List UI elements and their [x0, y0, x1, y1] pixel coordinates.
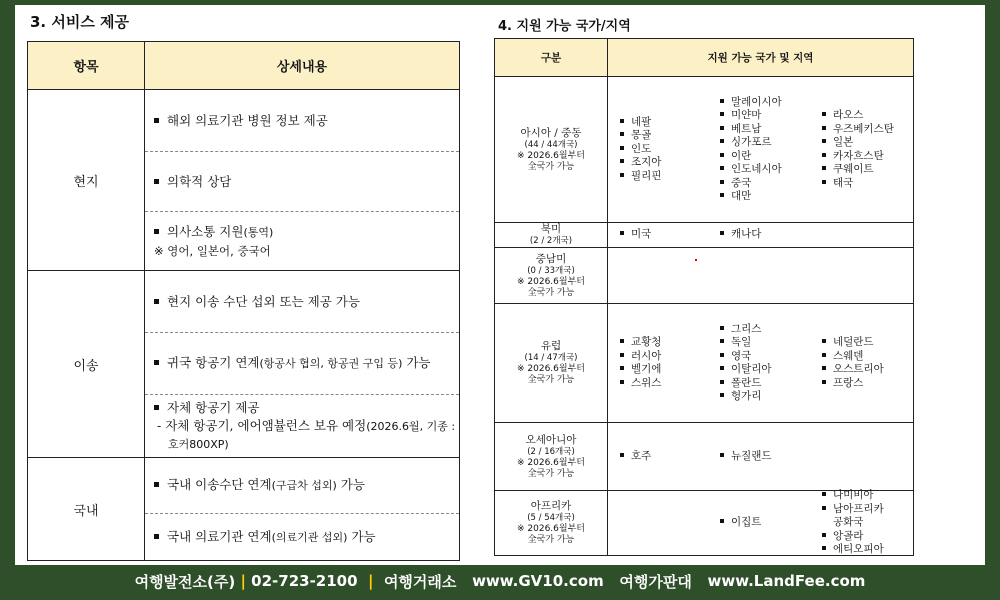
country-item: [720, 177, 782, 191]
country-item: [720, 96, 782, 110]
country-name: 영국: [731, 349, 752, 362]
region-count: (44 / 44개국): [524, 139, 578, 150]
service-tail: 가능: [402, 355, 431, 370]
service-row: [145, 271, 459, 332]
footer-label-exchange: 여행거래소: [383, 572, 457, 591]
country-item: [822, 109, 894, 123]
footer-company: 여행발전소(주): [134, 572, 236, 591]
service-row: [145, 211, 459, 270]
bullet-icon: [822, 353, 826, 357]
country-item: [620, 228, 651, 242]
country-item: [822, 350, 884, 364]
country-name: 오스트리아: [833, 363, 884, 375]
country-item: [822, 530, 884, 544]
footer-link-landfee[interactable]: www.LandFee.com: [707, 572, 866, 590]
service-paren: (항공사 협의, 항공권 구입 등): [259, 357, 403, 370]
country-name: 스위스: [631, 376, 662, 389]
region-name: 유럽: [540, 340, 562, 352]
country-item: [822, 163, 894, 177]
country-name: 대만: [731, 190, 752, 202]
bullet-icon: [822, 180, 826, 184]
bullet-icon: [154, 534, 159, 539]
bullet-icon: [620, 146, 624, 150]
country-name: 호주: [631, 449, 652, 462]
region-note: 全국가 가능: [527, 535, 575, 545]
bullet-icon: [720, 193, 724, 197]
bullet-icon: [822, 366, 826, 370]
bullet-icon: [822, 166, 826, 170]
bullet-icon: [720, 180, 724, 184]
bullet-icon: [154, 179, 159, 184]
bullet-icon: [822, 506, 826, 510]
country-item: [822, 516, 884, 530]
country-column: [822, 489, 884, 557]
country-item: [620, 363, 661, 377]
section-title-services: 3. 서비스 제공: [30, 13, 130, 31]
country-item: [720, 323, 772, 337]
footer-divider: |: [235, 572, 252, 590]
bullet-icon: [154, 229, 159, 234]
region-note: 全국가 가능: [527, 161, 575, 172]
service-row: [145, 513, 459, 560]
footer-link-gv10[interactable]: www.GV10.com: [472, 572, 604, 590]
country-item: [822, 136, 894, 150]
country-column: [720, 228, 761, 242]
region-cell: [495, 223, 608, 247]
country-item: [620, 143, 661, 157]
country-name: 폴란드: [731, 376, 762, 389]
bullet-icon: [620, 353, 624, 357]
bullet-icon: [720, 166, 724, 170]
country-item: [822, 336, 884, 350]
country-column: [720, 450, 772, 464]
header-countries: 지원 가능 국가 및 지역: [707, 52, 814, 64]
countries-table-header: [495, 39, 913, 77]
bullet-icon: [720, 353, 724, 357]
country-name: 남아프리카: [833, 502, 884, 515]
region-count: (2 / 2개국): [529, 236, 573, 246]
services-table: [27, 41, 460, 561]
bullet-icon: [620, 231, 624, 235]
bullet-icon: [822, 153, 826, 157]
country-item: [822, 150, 894, 164]
category-domestic: 국내: [28, 458, 145, 560]
bullet-icon: [720, 231, 724, 235]
region-note: 全국가 가능: [527, 375, 575, 385]
region-cell: [495, 248, 608, 303]
service-note: ※ 영어, 일본어, 중국어: [154, 243, 271, 258]
bullet-icon: [720, 380, 724, 384]
country-column: [620, 336, 661, 390]
region-note: ※ 2026.6월부터: [517, 524, 585, 534]
bullet-icon: [822, 112, 826, 116]
country-item: [620, 129, 661, 143]
service-row: [145, 332, 459, 394]
country-item: [720, 123, 782, 137]
bullet-icon: [620, 173, 624, 177]
country-item: [720, 516, 761, 530]
country-item: [720, 363, 772, 377]
country-item: [720, 336, 772, 350]
service-subline: - 자체 항공기, 에어앰뷸런스 보유 예정: [157, 417, 367, 433]
country-name: 미국: [631, 228, 652, 241]
country-column: [822, 109, 894, 190]
bullet-icon: [154, 482, 159, 487]
region-note: ※ 2026.6월부터: [517, 364, 585, 374]
bullet-icon: [154, 360, 159, 365]
region-name: 북미: [540, 223, 562, 235]
country-item: [720, 163, 782, 177]
country-name: 말레이시아: [731, 95, 782, 108]
service-text: 자체 항공기 제공: [167, 399, 260, 415]
country-name: 필리핀: [631, 169, 662, 182]
bullet-icon: [822, 380, 826, 384]
region-count: (14 / 47개국): [524, 353, 578, 363]
bullet-icon: [720, 139, 724, 143]
country-column: [822, 336, 884, 390]
country-name: 캐나다: [731, 228, 762, 241]
region-count: (2 / 16개국): [527, 446, 575, 457]
service-text: 귀국 항공기 연계: [167, 355, 260, 370]
country-name: 스웨덴: [833, 349, 864, 362]
country-item: [620, 336, 661, 350]
country-name: 태국: [833, 176, 854, 189]
countries-table: [494, 38, 914, 556]
country-name: 프랑스: [833, 376, 864, 389]
bullet-icon: [720, 519, 724, 523]
country-item: [720, 109, 782, 123]
region-cell: [495, 423, 608, 490]
bullet-icon: [720, 393, 724, 397]
country-column: [720, 96, 782, 204]
service-subline-2: 호커800XP): [168, 437, 229, 451]
country-name: 벨기에: [631, 363, 662, 375]
country-name: 교황청: [631, 336, 662, 348]
country-item: [822, 177, 894, 191]
country-name: 인도: [631, 142, 652, 155]
service-text: 의학적 상담: [167, 173, 232, 189]
country-item: [620, 350, 661, 364]
bullet-icon: [620, 132, 624, 136]
services-table-header: [28, 42, 459, 90]
section-title-countries: 4. 지원 가능 국가/지역: [498, 19, 631, 34]
bullet-icon: [620, 366, 624, 370]
bullet-icon: [720, 453, 724, 457]
country-item: [620, 450, 651, 464]
bullet-icon: [822, 126, 826, 130]
country-name: 라오스: [833, 109, 864, 121]
country-item: [822, 489, 884, 503]
country-name: 네덜란드: [833, 336, 874, 348]
country-name: 중국: [731, 176, 752, 189]
bullet-icon: [154, 405, 159, 410]
country-item: [822, 123, 894, 137]
bullet-icon: [720, 339, 724, 343]
bullet-icon: [620, 453, 624, 457]
country-item: [620, 156, 661, 170]
country-item: [620, 377, 661, 391]
country-name: 독일: [731, 336, 752, 348]
region-note: ※ 2026.6월부터: [517, 276, 585, 287]
service-paren: (의료기관 섭외): [271, 530, 348, 544]
country-item: [720, 390, 772, 404]
country-name: 이란: [731, 149, 752, 162]
country-name: 카자흐스탄: [833, 149, 884, 162]
country-name: 싱가포르: [731, 136, 772, 148]
service-tail: 가능: [347, 528, 376, 544]
bullet-icon: [822, 139, 826, 143]
country-item: [822, 377, 884, 391]
country-name: 나미비아: [833, 489, 874, 502]
bullet-icon: [720, 126, 724, 130]
region-count: (0 / 33개국): [527, 265, 575, 276]
country-name: 인도네시아: [731, 163, 782, 175]
country-item: [620, 170, 661, 184]
country-item: [822, 543, 884, 557]
footer-label-stand: 여행가판대: [619, 572, 692, 591]
footer-phone: 02-723-2100: [251, 572, 358, 590]
service-row: [145, 394, 459, 457]
country-name: 러시아: [631, 349, 662, 362]
country-name: 앙골라: [833, 529, 864, 542]
bullet-icon: [822, 492, 826, 496]
bullet-icon: [822, 533, 826, 537]
country-name: 미얀마: [731, 109, 762, 121]
region-name: 중남미: [535, 252, 567, 265]
bullet-icon: [720, 366, 724, 370]
country-item: [720, 377, 772, 391]
region-cell: [495, 304, 608, 422]
country-name: 조지아: [631, 156, 662, 169]
footer-divider: |: [357, 572, 384, 590]
country-item: [822, 363, 884, 377]
country-name: 헝가리: [731, 390, 762, 402]
service-paren: (2026.6월, 기종 :: [366, 419, 456, 433]
service-text: 국내 의료기관 연계: [167, 528, 272, 544]
service-text: 현지 이송 수단 섭외 또는 제공 가능: [167, 293, 360, 309]
bullet-icon: [822, 546, 826, 550]
region-name: 아프리카: [530, 500, 572, 512]
country-item: [720, 136, 782, 150]
bullet-icon: [720, 326, 724, 330]
country-item: [720, 150, 782, 164]
country-name: 몽골: [631, 129, 652, 142]
category-transport: 이송: [28, 271, 145, 457]
service-text: 해외 의료기관 병원 정보 제공: [167, 112, 328, 128]
country-name: 우즈베키스탄: [833, 122, 894, 135]
service-text: 국내 이송수단 연계: [167, 477, 272, 492]
region-note: 全국가 가능: [527, 468, 575, 479]
bullet-icon: [620, 119, 624, 123]
service-tail: 가능: [336, 477, 365, 492]
country-column: [620, 116, 661, 184]
bullet-icon: [620, 380, 624, 384]
country-item: [720, 228, 761, 242]
country-name: 에티오피아: [833, 543, 884, 556]
region-note: ※ 2026.6월부터: [517, 150, 585, 161]
country-column: [720, 323, 772, 404]
country-item: [822, 503, 884, 517]
country-name: 이탈리아: [731, 363, 772, 375]
category-local: 현지: [28, 90, 145, 270]
country-item: [720, 190, 782, 204]
country-name: 그리스: [731, 322, 762, 335]
country-name: 베트남: [731, 122, 762, 135]
bullet-icon: [720, 99, 724, 103]
bullet-icon: [822, 339, 826, 343]
bullet-icon: [154, 118, 159, 123]
service-paren: (구급차 섭외): [271, 479, 337, 492]
header-detail: 상세내용: [276, 60, 328, 75]
region-count: (5 / 54개국): [527, 513, 575, 523]
country-name: 일본: [833, 136, 854, 148]
bullet-icon: [620, 159, 624, 163]
header-category: 구분: [495, 39, 608, 76]
region-note: ※ 2026.6월부터: [517, 457, 585, 468]
country-name: 공화국: [833, 516, 864, 529]
footer-banner: [0, 568, 1000, 594]
bullet-icon: [620, 339, 624, 343]
country-item: [720, 450, 772, 464]
bullet-icon: [154, 299, 159, 304]
country-column: [620, 450, 651, 464]
service-paren: (통역): [243, 225, 274, 239]
red-dot-mark: [695, 259, 697, 261]
region-cell: [495, 491, 608, 555]
region-name: 아시아 / 중동: [520, 126, 582, 139]
country-name: 쿠웨이트: [833, 163, 874, 175]
country-column: [620, 228, 651, 242]
bullet-icon: [720, 112, 724, 116]
service-text: 의사소통 지원: [167, 223, 244, 239]
header-item: 항목: [28, 42, 145, 89]
country-name: 이집트: [731, 516, 762, 529]
country-column: [720, 516, 761, 530]
service-row: [145, 151, 459, 211]
country-item: [620, 116, 661, 130]
bullet-icon: [720, 153, 724, 157]
region-cell: [495, 77, 608, 222]
service-row: [145, 458, 459, 513]
region-note: 全국가 가능: [527, 287, 575, 298]
region-name: 오세아니아: [525, 433, 577, 446]
service-row: [145, 90, 459, 151]
country-item: [720, 350, 772, 364]
country-name: 네팔: [631, 115, 652, 128]
country-name: 뉴질랜드: [731, 449, 772, 462]
document-panel: [15, 5, 985, 565]
